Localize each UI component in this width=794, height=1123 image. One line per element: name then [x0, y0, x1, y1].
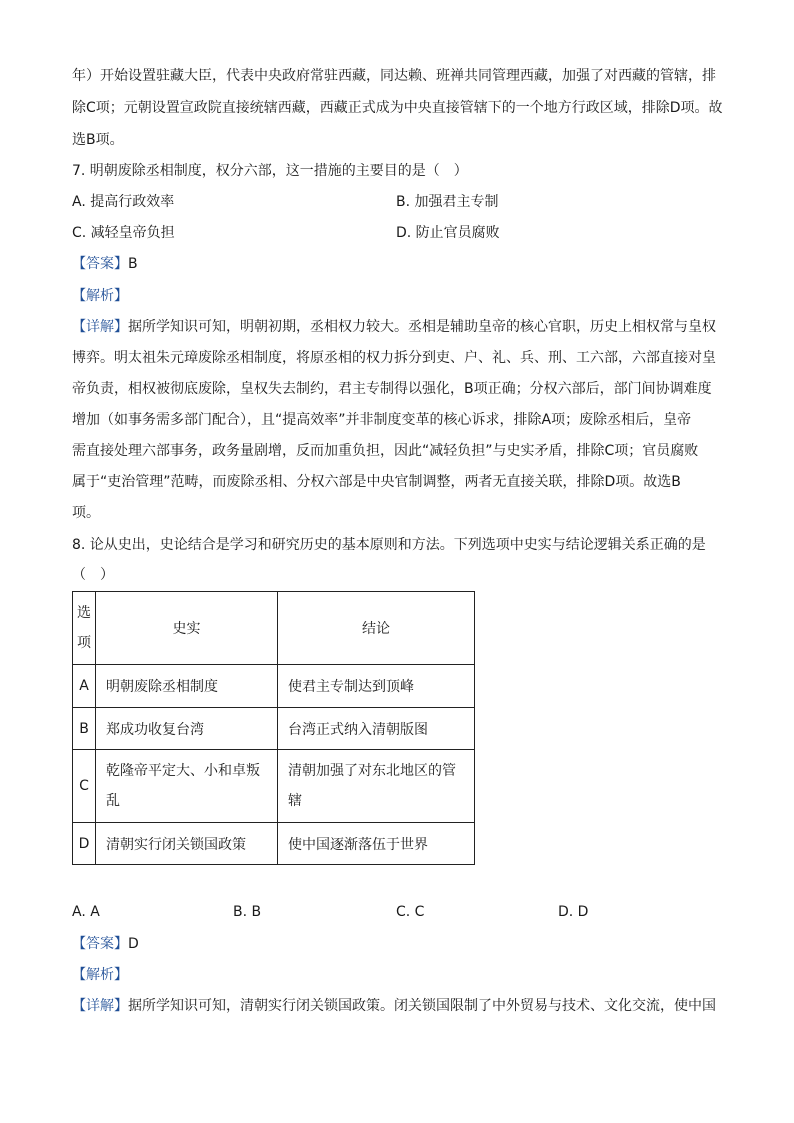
q7-detail-line-5: 需直接处理六部事务，政务量剧增，反而加重负担，因此“减轻负担”与史实矛盾，排除C项；官员腐败	[72, 443, 699, 459]
q8-stem-line-2: （ ）	[72, 567, 114, 583]
row-fact: 明朝废除丞相制度	[96, 665, 278, 708]
q7-answer-value: B	[128, 256, 138, 272]
table-header-row	[73, 592, 475, 665]
header-option	[73, 592, 96, 665]
q7-answer	[72, 254, 138, 274]
q7-detail-line-4: 增加（如事务需多部门配合），且“提高效率”并非制度变革的核心诉求，排除A项；废除丞相后，皇帝	[72, 412, 692, 428]
q8-stem-line-1: 8. 论从史出，史论结合是学习和研究历史的基本原则和方法。下列选项中史实与结论逻辑关系正确的是	[72, 537, 706, 553]
prev-analysis-line-1: 年）开始设置驻藏大臣，代表中央政府常驻西藏，同达赖、班禅共同管理西藏，加强了对西藏的管辖，排	[72, 68, 716, 84]
q7-detail-line-7: 项。	[72, 505, 100, 521]
table-row	[73, 750, 475, 823]
prev-analysis-line-2: 除C项；元朝设置宣政院直接统辖西藏，西藏正式成为中央直接管辖下的一个地方行政区域，排除D项。故	[72, 100, 723, 116]
q8-answer-tag: 【答案】	[72, 936, 128, 952]
row-conclusion: 使君主专制达到顶峰	[278, 665, 475, 708]
q7-detail-line-6: 属于“吏治管理”范畴，而废除丞相、分权六部是中央官制调整，两者无直接关联，排除D项。故选B	[72, 474, 681, 490]
q8-detail-text-1: 据所学知识可知，清朝实行闭关锁国政策。闭关锁国限制了中外贸易与技术、文化交流，使中国	[128, 998, 716, 1014]
row-fact: 郑成功收复台湾	[96, 708, 278, 750]
q8-option-d: D. D	[558, 904, 589, 920]
row-fact-line-1: 乾隆帝平定大、小和卓叛	[106, 763, 260, 779]
q7-analysis-tag: 【解析】	[72, 288, 128, 304]
row-option: D	[73, 823, 96, 865]
row-option: B	[73, 708, 96, 750]
row-option: A	[73, 665, 96, 708]
header-fact: 史实	[96, 592, 278, 665]
row-option: C	[73, 750, 96, 823]
q7-detail-line-3: 帝负责，相权被彻底废除，皇权失去制约，君主专制得以强化，B项正确；分权六部后，部门间协调难度	[72, 381, 712, 397]
table-row	[73, 708, 475, 750]
row-conclusion-line-1: 清朝加强了对东北地区的管	[288, 763, 456, 779]
q7-detail-tag: 【详解】	[72, 319, 128, 335]
q7-option-b: B. 加强君主专制	[396, 194, 499, 210]
q8-option-b: B. B	[233, 904, 262, 920]
q8-detail-tag: 【详解】	[72, 998, 128, 1014]
q7-option-d: D. 防止官员腐败	[396, 225, 500, 241]
q7-option-c: C. 减轻皇帝负担	[72, 225, 175, 241]
q8-answer-value: D	[128, 936, 139, 952]
table-row	[73, 823, 475, 865]
header-option-line-2: 项	[77, 635, 91, 651]
q7-detail-line-1	[72, 317, 716, 337]
prev-analysis-line-3: 选B项。	[72, 132, 124, 148]
q8-analysis-tag: 【解析】	[72, 967, 128, 983]
header-option-line-1: 选	[77, 605, 91, 621]
table-row	[73, 665, 475, 708]
row-fact-line-2: 乱	[106, 793, 120, 809]
q7-option-a: A. 提高行政效率	[72, 194, 175, 210]
row-conclusion	[278, 750, 475, 823]
q8-answer	[72, 934, 139, 954]
row-fact: 清朝实行闭关锁国政策	[96, 823, 278, 865]
row-conclusion-line-2: 辖	[288, 793, 302, 809]
row-fact	[96, 750, 278, 823]
header-conclusion: 结论	[278, 592, 475, 665]
row-conclusion: 台湾正式纳入清朝版图	[278, 708, 475, 750]
q8-option-c: C. C	[396, 904, 425, 920]
q8-option-a: A. A	[72, 904, 100, 920]
q7-answer-tag: 【答案】	[72, 256, 128, 272]
row-conclusion: 使中国逐渐落伍于世界	[278, 823, 475, 865]
q8-detail-line-1	[72, 996, 716, 1016]
q7-stem: 7. 明朝废除丞相制度，权分六部，这一措施的主要目的是（ ）	[72, 163, 468, 179]
q7-detail-line-2: 博弈。明太祖朱元璋废除丞相制度，将原丞相的权力拆分到吏、户、礼、兵、刑、工六部，六部直接对皇	[72, 350, 716, 366]
q8-table	[72, 591, 475, 865]
q7-detail-text-1: 据所学知识可知，明朝初期，丞相权力较大。丞相是辅助皇帝的核心官职，历史上相权常与皇权	[128, 319, 716, 335]
